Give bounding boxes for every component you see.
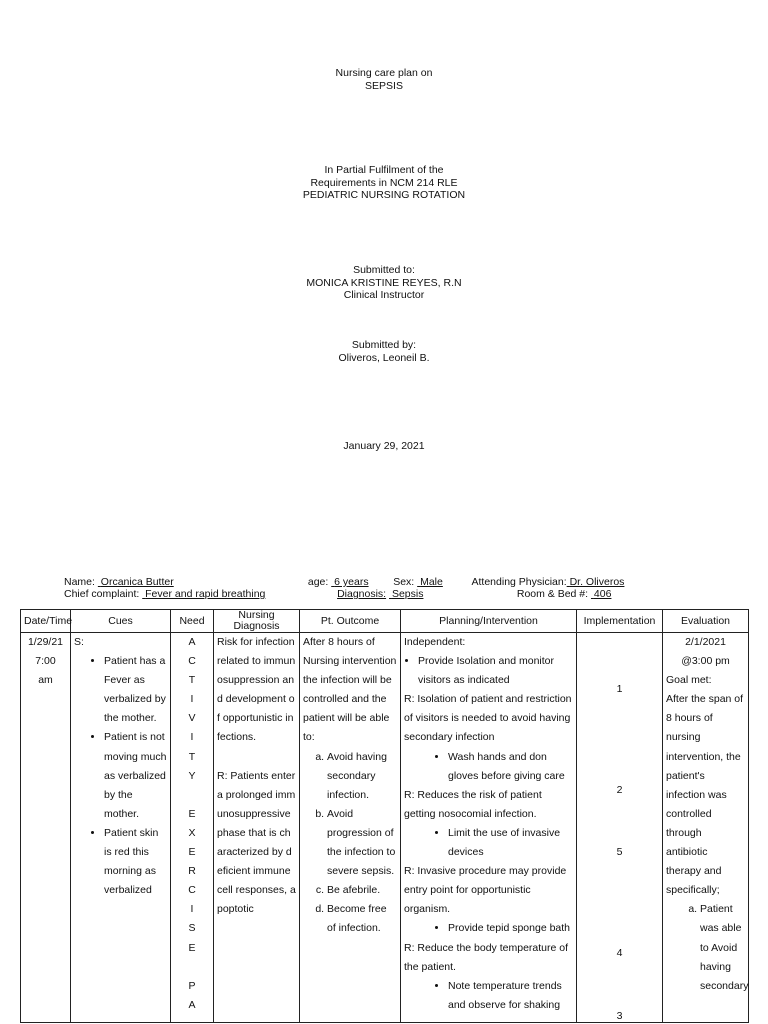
age-label: age:: [307, 576, 329, 588]
name-label: Name:: [64, 576, 95, 588]
impl-number: 1: [616, 683, 623, 695]
impl-number: 2: [616, 784, 623, 796]
impl-number: 4: [616, 947, 623, 959]
header-planning-intervention: Planning/Intervention: [401, 610, 577, 633]
room-bed: 406: [593, 588, 612, 600]
plan-rationale: R: Isolation of patient and restriction of visitors is needed to avoid having secondary infection: [404, 693, 572, 744]
need-letter: C: [188, 884, 196, 897]
patient-age: 6 years: [334, 576, 369, 588]
need-letter: P: [188, 979, 196, 992]
submitted-by-label: Submitted by:: [351, 339, 417, 351]
header-nursing-diagnosis: Nursing Diagnosis: [214, 610, 300, 633]
list-item: • Patient skin is red this morning as verbalized: [104, 824, 167, 900]
list-item: d. Become free of infection.: [327, 900, 397, 938]
need-letter: T: [188, 750, 196, 763]
diagnosis-rationale: R: Patients enter a prolonged immunosuppressive phase that is characterized by deficient immune cell responses, apoptotic: [217, 769, 296, 916]
list-item: • Limit the use of invasive devices: [448, 824, 573, 862]
list-item: • Note temperature trends and observe for shaking: [448, 977, 573, 1015]
evaluation-cell: [663, 633, 749, 1023]
list-item: • Provide Isolation and monitor visitors as indicated: [418, 652, 573, 690]
room-label: Room & Bed #:: [516, 588, 589, 600]
list-item: • Patient has a Fever as verbalized by the mother.: [104, 652, 167, 728]
need-letter: I: [190, 731, 194, 744]
header-evaluation: Evaluation: [663, 610, 749, 633]
impl-number: 5: [616, 846, 623, 858]
partial-line-1: In Partial Fulfilment of the: [324, 164, 444, 176]
submitted-to-label: Submitted to:: [353, 264, 415, 276]
care-plan-table: [20, 609, 749, 1023]
need-letter: E: [188, 807, 196, 820]
partial-line-2: Requirements in NCM 214 RLE: [310, 176, 458, 189]
instructor-name: MONICA KRISTINE REYES, R.N: [306, 276, 462, 289]
implementation-cell: [577, 633, 663, 1023]
eval-text: After the span of 8 hours of nursing intervention, the patient's infection was controlled through antibiotic therapy and specifically;: [666, 693, 744, 897]
need-letter: E: [188, 846, 196, 859]
title-line-1: Nursing care plan on: [335, 67, 433, 79]
cues-label: S:: [74, 636, 84, 648]
plan-heading: Independent:: [404, 636, 466, 648]
need-letter: V: [188, 712, 196, 725]
instructor-role: Clinical Instructor: [343, 289, 425, 301]
eval-date: 2/1/2021: [685, 636, 726, 648]
header-pt-outcome: Pt. Outcome: [300, 610, 401, 633]
time-ampm: am: [38, 674, 53, 687]
title-line-2: SEPSIS: [365, 79, 403, 92]
physician-name: Dr. Oliveros: [569, 576, 625, 588]
need-letter: A: [188, 636, 196, 648]
need-letter: C: [188, 655, 196, 668]
partial-fulfilment-block: [0, 164, 768, 202]
complaint-label: Chief complaint:: [64, 588, 140, 600]
list-item: c. Be afebrile.: [327, 881, 397, 900]
list-item: • Wash hands and don gloves before giving care: [448, 748, 573, 786]
need-letter: S: [188, 922, 196, 935]
need-letter: X: [188, 826, 196, 839]
list-item: a. Avoid having secondary infection.: [327, 748, 397, 805]
sex-label: Sex:: [393, 576, 415, 588]
patient-name: Orcanica Butter: [100, 576, 174, 588]
plan-rationale: R: Reduces the risk of patient getting nosocomial infection.: [404, 788, 542, 820]
patient-info-row-2: [64, 588, 663, 600]
diagnosis-label: Diagnosis:: [337, 588, 387, 600]
patient-sex: Male: [420, 576, 443, 588]
submitted-to-block: [0, 264, 768, 302]
table-header-row: [21, 610, 749, 633]
need-letter: I: [190, 903, 194, 916]
list-item: b. Avoid progression of the infection to severe sepsis.: [327, 805, 397, 881]
need-letter: Y: [188, 769, 196, 782]
list-item: • Provide tepid sponge bath: [448, 919, 573, 938]
need-letter: T: [188, 674, 196, 687]
physician-label: Attending Physician:: [471, 576, 567, 588]
chief-complaint: Fever and rapid breathing: [145, 588, 266, 600]
need-letter: A: [188, 998, 196, 1011]
need-letter: E: [188, 941, 196, 954]
date-time-cell: [21, 633, 71, 1023]
header-date-time: Date/Time: [21, 610, 71, 633]
plan-list: [404, 977, 573, 1015]
header-implementation: Implementation: [577, 610, 663, 633]
list-item: • Patient is not moving much as verbalized by the mother.: [104, 728, 167, 823]
student-name: Oliveros, Leoneil B.: [338, 351, 430, 364]
title-block: [0, 67, 768, 92]
planning-intervention-cell: [401, 633, 577, 1023]
outcome-list: [303, 748, 397, 939]
eval-time: @3:00 pm: [681, 655, 730, 668]
eval-list: [666, 900, 749, 995]
plan-list: [404, 652, 573, 690]
need-letter: I: [190, 693, 194, 706]
plan-rationale: R: Reduce the body temperature of the patient.: [404, 941, 569, 973]
nursing-diagnosis-cell: [214, 633, 300, 1023]
time-value: 7:00: [35, 655, 56, 668]
list-item: a. Patient was able to Avoid having secondary: [700, 900, 745, 995]
plan-list: [404, 919, 573, 938]
date-value: 1/29/21: [27, 636, 64, 648]
need-cell: [171, 633, 214, 1023]
patient-info-row-1: [64, 576, 657, 588]
cues-cell: [71, 633, 171, 1023]
table-row: [21, 633, 749, 1023]
header-cues: Cues: [71, 610, 171, 633]
need-letter: R: [188, 865, 196, 878]
eval-goal: Goal met:: [666, 674, 712, 687]
header-need: Need: [171, 610, 214, 633]
patient-diagnosis: Sepsis: [391, 588, 424, 600]
document-date: January 29, 2021: [343, 440, 425, 452]
partial-line-3: PEDIATRIC NURSING ROTATION: [302, 189, 466, 201]
plan-list: [404, 748, 573, 786]
impl-number: 3: [616, 1010, 623, 1022]
cues-list: [74, 652, 167, 900]
submitted-by-block: [0, 339, 768, 364]
pt-outcome-cell: [300, 633, 401, 1023]
diagnosis-statement: Risk for infection related to immunosuppression and development of opportunistic infections.: [217, 636, 296, 744]
plan-list: [404, 824, 573, 862]
outcome-intro: After 8 hours of Nursing intervention the infection will be controlled and the patient will be able to:: [303, 636, 397, 744]
plan-rationale: R: Invasive procedure may provide entry point for opportunistic organism.: [404, 865, 567, 916]
